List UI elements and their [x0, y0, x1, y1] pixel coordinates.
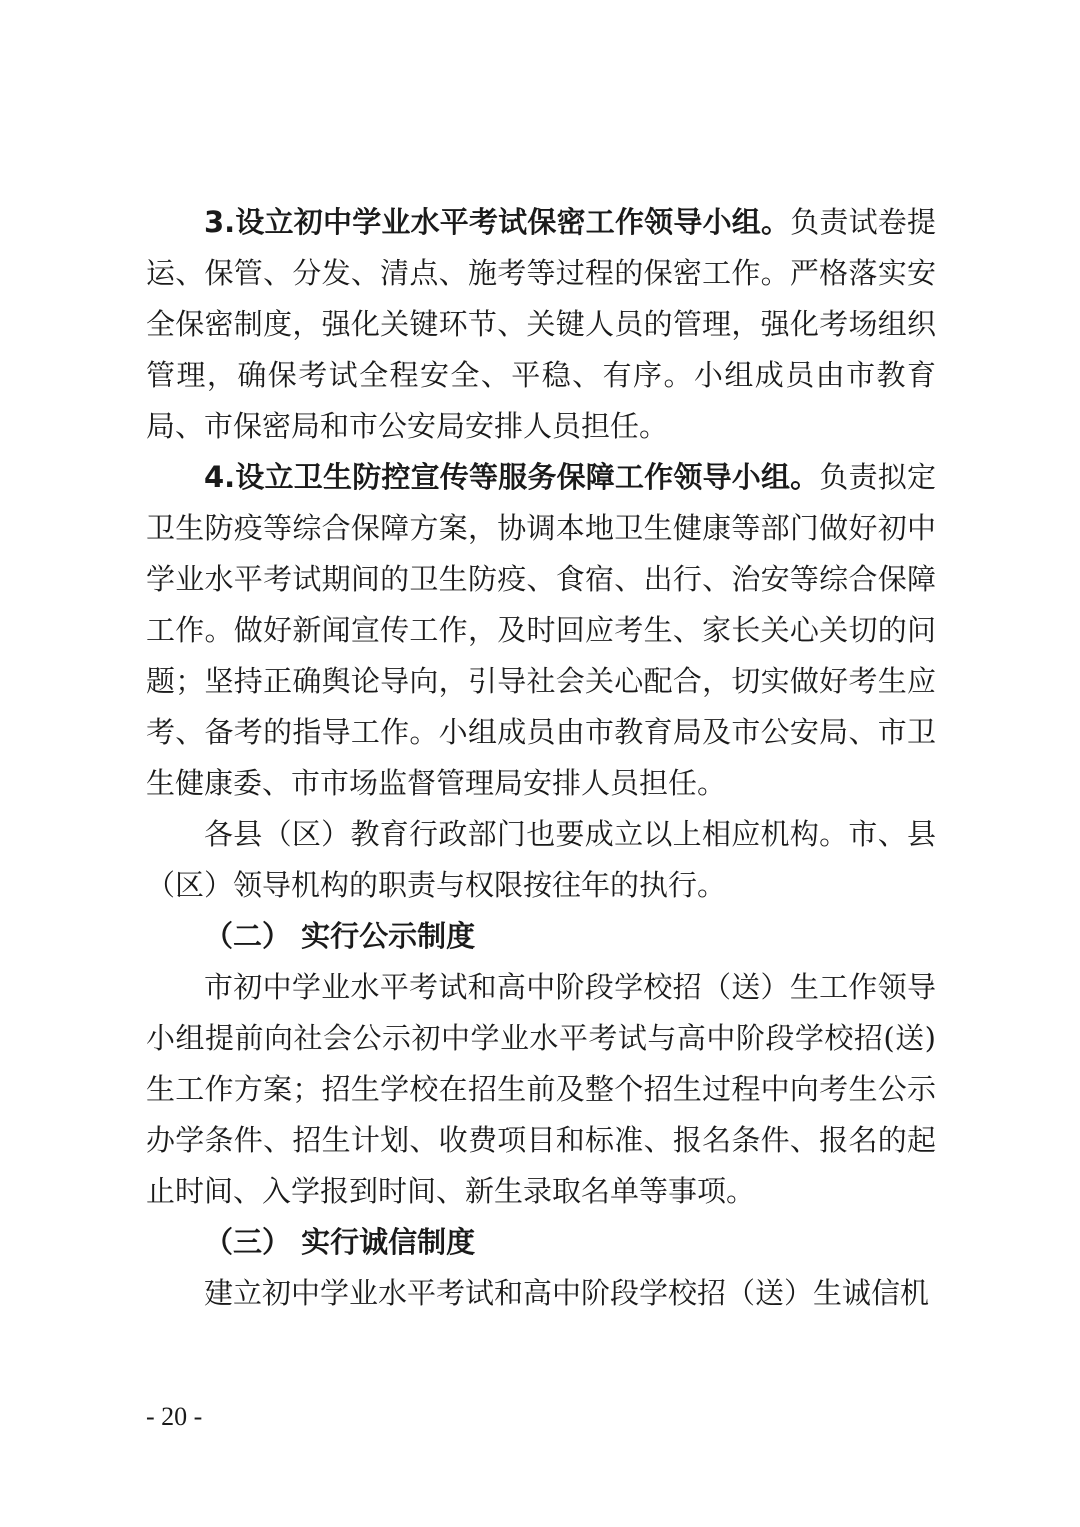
paragraph-lead: 4.设立卫生防控宣传等服务保障工作领导小组。 [204, 460, 820, 494]
paragraph-text: 各县（区）教育行政部门也要成立以上相应机构。市、县（区）领导机构的职责与权限按往年的执行。 [146, 817, 936, 902]
paragraph-text: 负责拟定卫生防疫等综合保障方案，协调本地卫生健康等部门做好初中学业水平考试期间的卫生防疫、食宿、出行、治安等综合保障工作。做好新闻宣传工作，及时回应考生、家长关心关切的问题；坚持正确舆论导向，引导社会关心配合，切实做好考生应考、备考的指导工作。小组成员由市教育局及市公安局、市卫生健康委、市市场监督管理局安排人员担任。 [146, 460, 936, 800]
paragraph-text: 建立初中学业水平考试和高中阶段学校招（送）生诚信机 [204, 1276, 930, 1310]
section-heading-publicity: （二） 实行公示制度 [204, 919, 476, 953]
paragraph-health-group [146, 452, 936, 809]
page-number: - 20 - [146, 1402, 203, 1431]
document-body [146, 197, 936, 1319]
paragraph-secrecy-group [146, 197, 936, 452]
paragraph-text: 负责试卷提运、保管、分发、清点、施考等过程的保密工作。严格落实安全保密制度，强化关键环节、关键人员的管理，强化考场组织管理，确保考试全程安全、平稳、有序。小组成员由市教育局、市保密局和市公安局安排人员担任。 [146, 205, 936, 443]
paragraph-publicity [146, 962, 936, 1217]
paragraph-integrity [146, 1268, 936, 1319]
paragraph-lead: 3.设立初中学业水平考试保密工作领导小组。 [204, 205, 791, 239]
section-heading-integrity: （三） 实行诚信制度 [204, 1225, 476, 1259]
paragraph-text: 市初中学业水平考试和高中阶段学校招（送）生工作领导小组提前向社会公示初中学业水平考试与高中阶段学校招(送)生工作方案；招生学校在招生前及整个招生过程中向考生公示办学条件、招生计划、收费项目和标准、报名条件、报名的起止时间、入学报到时间、新生录取名单等事项。 [146, 970, 936, 1208]
paragraph-county-agencies [146, 809, 936, 911]
